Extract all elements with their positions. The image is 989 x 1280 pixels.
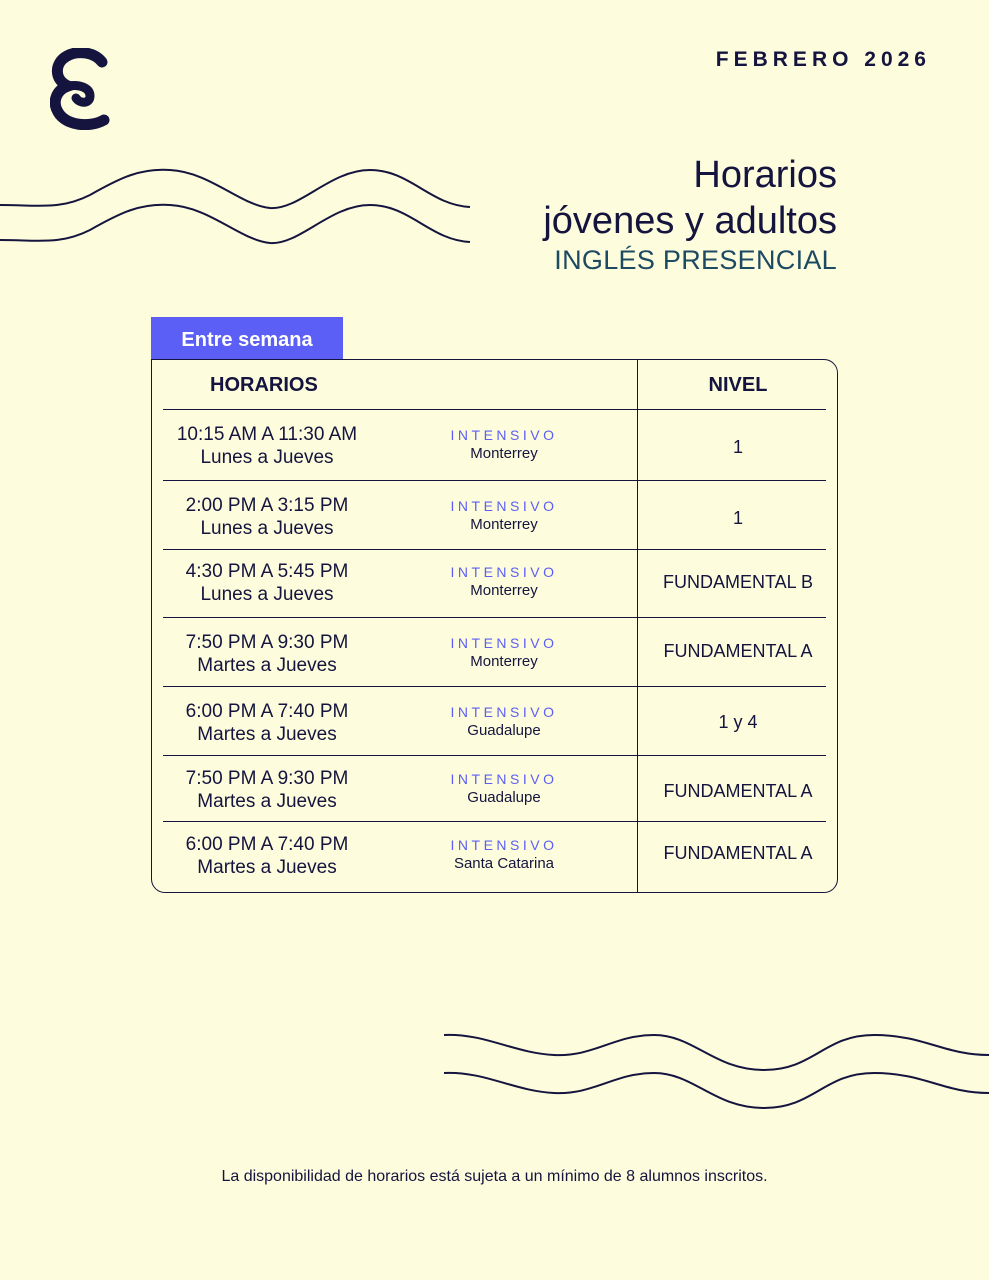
time-range: 2:00 PM A 3:15 PM (185, 495, 349, 516)
page-subtitle: INGLÉS PRESENCIAL (554, 245, 837, 275)
tab-entre-semana[interactable]: Entre semana (151, 317, 343, 359)
wave-decoration-icon (444, 1025, 989, 1120)
program-type: INTENSIVO (450, 427, 558, 443)
days-range: Martes a Jueves (197, 857, 337, 878)
program-location: Monterrey (470, 445, 538, 462)
program-type: INTENSIVO (450, 564, 558, 580)
level-cell: FUNDAMENTAL B (662, 572, 813, 592)
level-cell: 1 y 4 (718, 712, 758, 732)
time-range: 7:50 PM A 9:30 PM (185, 768, 349, 789)
level-cell: 1 (732, 437, 743, 457)
program-type: INTENSIVO (450, 837, 558, 853)
time-cell (163, 494, 371, 540)
time-range: 4:30 PM A 5:45 PM (185, 561, 349, 582)
program-cell (424, 770, 584, 807)
program-type: INTENSIVO (450, 635, 558, 651)
program-type: INTENSIVO (450, 704, 558, 720)
schedule-table (151, 359, 838, 893)
program-cell (424, 426, 584, 463)
program-location: Guadalupe (467, 789, 541, 806)
level-cell: FUNDAMENTAL A (663, 843, 813, 863)
column-header-horarios: HORARIOS (210, 374, 318, 396)
program-cell (424, 634, 584, 671)
program-cell (424, 563, 584, 600)
program-cell (424, 497, 584, 534)
row-divider (163, 549, 826, 550)
row-divider (163, 686, 826, 687)
program-location: Guadalupe (467, 722, 541, 739)
time-cell (163, 631, 371, 677)
days-range: Lunes a Jueves (200, 584, 334, 605)
row-divider (163, 755, 826, 756)
program-location: Monterrey (470, 516, 538, 533)
level-cell: 1 (732, 508, 743, 528)
time-range: 6:00 PM A 7:40 PM (185, 834, 349, 855)
time-cell (163, 423, 371, 469)
row-divider (163, 480, 826, 481)
program-location: Santa Catarina (453, 855, 555, 872)
program-location: Monterrey (470, 582, 538, 599)
level-cell: FUNDAMENTAL A (663, 641, 813, 661)
time-range: 10:15 AM A 11:30 AM (176, 424, 358, 445)
footnote: La disponibilidad de horarios está sujeta a un mínimo de 8 alumnos inscritos. (221, 1168, 768, 1185)
days-range: Martes a Jueves (197, 791, 337, 812)
page-title: Horarios (693, 154, 837, 196)
time-cell (163, 700, 371, 746)
wave-decoration-icon (0, 160, 470, 255)
time-range: 7:50 PM A 9:30 PM (185, 632, 349, 653)
time-range: 6:00 PM A 7:40 PM (185, 701, 349, 722)
program-type: INTENSIVO (450, 498, 558, 514)
program-location: Monterrey (470, 653, 538, 670)
program-cell (424, 836, 584, 873)
title-block (543, 152, 837, 276)
days-range: Martes a Jueves (197, 724, 337, 745)
program-cell (424, 703, 584, 740)
time-cell (163, 767, 371, 813)
column-header-nivel: NIVEL (708, 374, 768, 396)
level-cell: FUNDAMENTAL A (663, 781, 813, 801)
row-divider (163, 821, 826, 822)
days-range: Lunes a Jueves (200, 447, 334, 468)
program-type: INTENSIVO (450, 771, 558, 787)
days-range: Lunes a Jueves (200, 518, 334, 539)
date-label: FEBRERO 2026 (715, 48, 931, 71)
time-cell (163, 833, 371, 879)
row-divider (163, 617, 826, 618)
page-title-line2: jóvenes y adultos (543, 200, 837, 242)
days-range: Martes a Jueves (197, 655, 337, 676)
time-cell (163, 560, 371, 606)
brand-logo-icon (50, 48, 110, 130)
row-divider (163, 409, 826, 410)
